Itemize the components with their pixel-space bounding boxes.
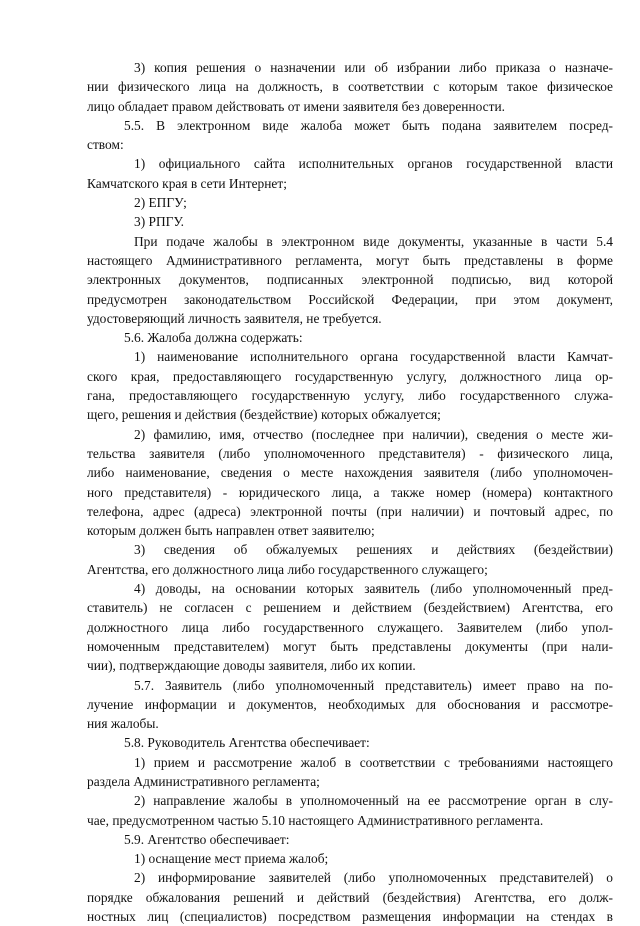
text-line: чии), подтверждающие доводы заявителя, либо их копии. [87, 658, 416, 674]
text-line: раздела Административного регламента; [87, 773, 320, 789]
text-line: 1) прием и рассмотрение жалоб в соответствии с требованиями настоящего [134, 754, 613, 770]
text-line: ством: [87, 137, 124, 153]
text-line: ностных лиц (специалистов) посредством размещения информации на стендах в [87, 909, 613, 925]
text-line: 5.7. Заявитель (либо уполномоченный представитель) имеет право на по- [134, 677, 613, 693]
document-text-body [87, 58, 613, 926]
text-line: Агентства, его должностного лица либо государственного служащего; [87, 561, 488, 577]
text-line: 3) сведения об обжалуемых решениях и действиях (бездействии) [134, 542, 613, 558]
text-line: лучение информации и документов, необходимых для обоснования и рассмотре- [87, 696, 613, 712]
text-line: 5.9. Агентство обеспечивает: [124, 831, 290, 847]
text-line: предусмотрен законодательством Российской Федерации, при этом документ, [87, 291, 613, 307]
text-line: ного представителя) - юридического лица, а также номер (номера) контактного [87, 484, 613, 500]
text-line: телефона, адрес (адреса) электронной почты (при наличии) и почтовый адрес, по [87, 503, 613, 519]
text-line: 2) направление жалобы в уполномоченный на ее рассмотрение орган в слу- [134, 793, 613, 809]
text-line: которым должен быть направлен ответ заявителю; [87, 523, 375, 539]
text-line: удостоверяющий личность заявителя, не требуется. [87, 310, 382, 326]
text-line: тельства заявителя (либо уполномоченного представителя) - физического лица, [87, 445, 613, 461]
text-line: При подаче жалобы в электронном виде документы, указанные в части 5.4 [134, 233, 613, 249]
text-line: 1) официального сайта исполнительных органов государственной власти [134, 156, 613, 172]
text-line: ставитель) не согласен с решением и действием (бездействием) Агентства, его [87, 600, 613, 616]
text-line: порядке обжалования решений и действий (бездействия) Агентства, его долж- [87, 889, 613, 905]
text-line: гана, предоставляющего государственную услугу, либо государственного служа- [87, 388, 613, 404]
text-line: 1) оснащение мест приема жалоб; [134, 851, 329, 867]
text-line: 2) фамилию, имя, отчество (последнее при наличии), сведения о месте жи- [134, 426, 613, 442]
text-line: должностного лица либо государственного служащего. Заявителем (либо упол- [87, 619, 613, 635]
text-line: номоченным представителем) могут быть представлены документы (при нали- [87, 638, 613, 654]
text-line: 3) РПГУ. [134, 214, 185, 230]
text-line: либо наименование, сведения о месте нахождения заявителя (либо уполномочен- [87, 465, 613, 481]
text-line: Камчатского края в сети Интернет; [87, 175, 287, 191]
text-line: 5.8. Руководитель Агентства обеспечивает: [124, 735, 370, 751]
text-line: лицо обладает правом действовать от имени заявителя без доверенности. [87, 98, 505, 114]
text-line: 4) доводы, на основании которых заявитель (либо уполномоченный пред- [134, 581, 613, 597]
text-line: 3) копия решения о назначении или об избрании либо приказа о назначе- [134, 60, 613, 75]
text-line: 1) наименование исполнительного органа государственной власти Камчат- [134, 349, 613, 365]
text-line: 2) информирование заявителей (либо уполномоченных представителей) о [134, 870, 613, 886]
text-line: щего, решения и действия (бездействие) которых обжалуется; [87, 407, 441, 423]
text-line: ского края, предоставляющего государственную услугу, должностного лица ор- [87, 368, 613, 384]
text-line: чае, предусмотренном частью 5.10 настоящего Административного регламента. [87, 812, 544, 828]
text-line: ния жалобы. [87, 716, 159, 732]
text-line: 5.6. Жалоба должна содержать: [124, 330, 303, 346]
text-line: нии физического лица на должность, в соответствии с которым такое физическое [87, 79, 613, 95]
text-line: электронных документов, подписанных электронной подписью, вид которой [87, 272, 613, 288]
text-line: 2) ЕПГУ; [134, 195, 187, 211]
text-line: настоящего Административного регламента, могут быть представлены в форме [87, 252, 613, 268]
text-line: 5.5. В электронном виде жалоба может быть подана заявителем посред- [124, 117, 613, 133]
